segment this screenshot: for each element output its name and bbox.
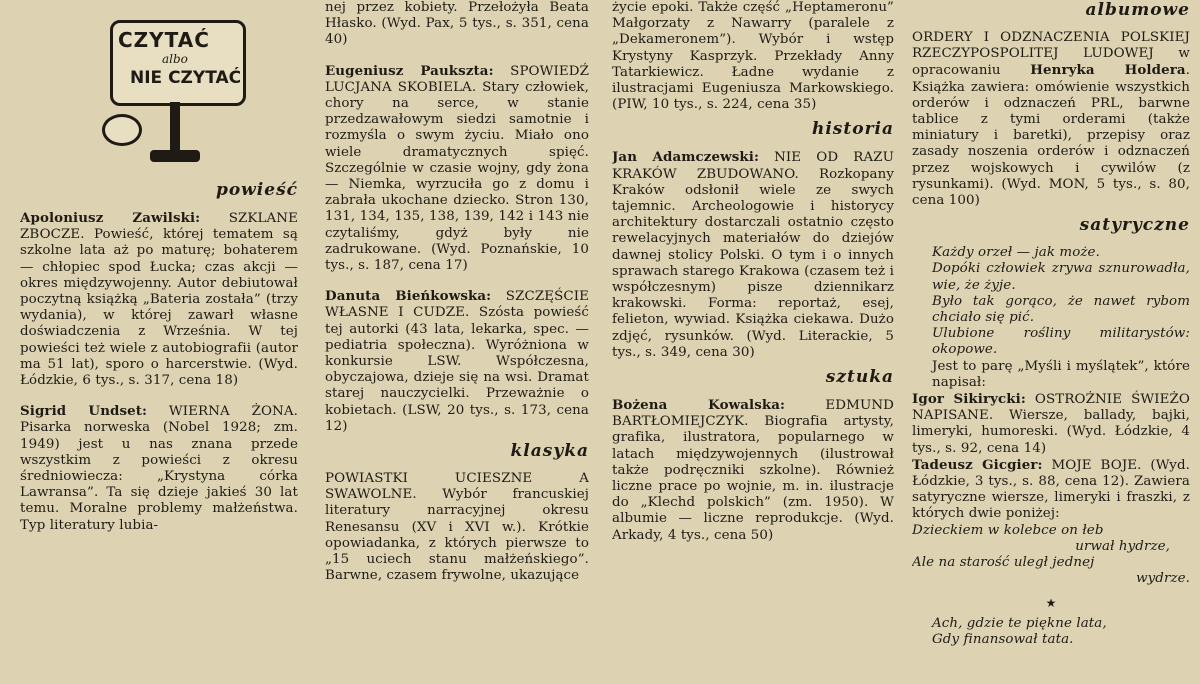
aphorisms-intro: Jest to parę „Myśli i myślątek”, które napisał: (932, 358, 1190, 390)
author-name: Danuta Bieńkowska: (325, 288, 492, 305)
category-heading-klasyka: klasyka (510, 441, 589, 462)
review-text: SZKLANE ZBOCZE. Powieść, której tematem są szkolne lata aż po maturę; bohaterem — chłopiec spod Łucka; czas akcji — okres międzywojenny. Autor debiutował poczytną książką „Bateria została” (trzy wydania), w której zawarł własne doświadczenia z Września. W tej powieści też wiele z autobiografii (autor ma 51 lat), sporo o harcerstwie. (Wyd. Łódzkie, 6 tys., s. 317, cena 18) (20, 211, 298, 389)
czytac-logo-illustration (100, 14, 250, 174)
category-heading-powiesc: powieść (215, 180, 298, 200)
author-name: Jan Adamczewski: (612, 149, 759, 166)
review-bienkowska (325, 288, 589, 435)
category-heading-albumowe: albumowe (1085, 0, 1190, 20)
column-1 (20, 0, 298, 684)
review-text: SPOWIEDŹ LUCJANA SKOBIELA. Stary człowiek, chory na serce, w stanie przedzawałowym siedzi samotnie i rozmyśla o swym życiu. Miało ono wiele dramatycznych spięć. Szczególnie w czasie wojny, gdy żona — Niemka, wyrzuciła go z domu i zabrała ukochane dziecko. Stron 130, 131, 134, 135, 138, 139, 142 i 143 nie czytaliśmy, gdyż były nie zadrukowane. (Wyd. Poznańskie, 10 tys., s. 187, cena 17) (325, 63, 589, 274)
poem-line: Dzieckiem w kolebce on łeb (912, 522, 1104, 538)
review-powiastki: POWIASTKI UCIESZNE A SWAWOLNE. Wybór francuskiej literatury narracyjnej okresu Renesansu (XV i XVI w.). Krótkie opowiadanka, z których pierwsze to „15 uciech stanu małżeńskiego”. Barwne, czasem frywolne, ukazujące (325, 471, 589, 584)
author-name: Henryka Holdera (1030, 62, 1186, 79)
logo-text-albo: albo (162, 52, 188, 66)
logo-figure-body (170, 102, 180, 152)
review-text: WIERNA ŻONA. Pisarka norweska (Nobel 1928; zm. 1949) jest u nas znana przede wszystkim z powieści z okresu średniowiecza: „Krystyna córka Lawransa”. Ta się dzieje jakieś 30 lat temu. Moralne problemy małżeństwa. Typ literatury lubia- (20, 404, 298, 533)
review-gicgier (912, 457, 1190, 523)
author-name: Sigrid Undset: (20, 403, 148, 420)
review-continuation: życie epoki. Także część „Heptameronu” Małgorzaty z Nawarry (paralele z „Dekameronem”). Wybór i wstęp Krystyny Kasprzyk. Przekłady Anny Tatarkiewicz. Ładne wydanie z ilustracjami Eugeniusza Markowskiego. (PIW, 10 tys., s. 224, cena 35) (612, 0, 894, 113)
poem-line: urwał hydrze, (1075, 538, 1170, 554)
author-name: Igor Sikirycki: (912, 391, 1026, 408)
category-heading-satyryczne: satyryczne (1079, 215, 1190, 236)
aphorism: Każdy orzeł — jak może. (932, 245, 1100, 261)
review-sikirycki (912, 391, 1190, 457)
logo-text-czytac: CZYTAĆ (118, 28, 210, 52)
aphorism: Ulubione rośliny militarystów: okopowe. (932, 326, 1190, 358)
review-ordery (912, 30, 1190, 209)
review-text: MOJE BOJE. (Wyd. Łódzkie, 3 tys., s. 88, cena 12). Zawiera satyryczne wiersze, limeryki i fraszki, z których dwie poniżej: (912, 457, 1190, 522)
review-paukszta (325, 63, 589, 275)
star-divider-icon: ★ (1045, 595, 1057, 610)
aphorism: Dopóki człowiek zrywa sznurowadła, wie, że żyje. (932, 261, 1190, 293)
category-heading-sztuka: sztuka (825, 367, 894, 388)
review-undset (20, 403, 298, 534)
category-heading-historia: historia (811, 119, 894, 140)
author-name: Bożena Kowalska: (612, 397, 786, 414)
poem-line: Ach, gdzie te piękne lata, (932, 615, 1107, 631)
column-2 (325, 0, 589, 684)
poem-line: Ale na starość uległ jednej (912, 555, 1095, 571)
review-text: NIE OD RAZU KRAKÓW ZBUDOWANO. Rozkopany Kraków odsłonił wiele ze swych tajemnic. Archeologowie i historycy architektury dostarczali ostatnio często rewelacyjnych materiałów do dziejów dawnej stolicy Polski. O tym i o innych sprawach starego Krakowa (czasem też i współczesnym) pisze dziennikarz krakowski. Forma: reportaż, esej, felieton, wywiad. Książka ciekawa. Dużo zdjęć, rysunków. (Wyd. Literackie, 5 tys., s. 349, cena 30) (612, 150, 894, 360)
review-zawilski (20, 210, 298, 389)
review-text: SZCZĘŚCIE WŁASNE I CUDZE. Szósta powieść tej autorki (43 lata, lekarka, spec. — pediatria społeczna). Wyróżniona w konkursie LSW. Współczesna, obyczajowa, dzieje się na wsi. Dramat starej nauczycielki. Przeważnie o kobietach. (LSW, 20 tys., s. 173, cena 12) (325, 289, 589, 434)
palette-icon (102, 114, 142, 146)
column-3 (612, 0, 894, 684)
review-continuation: nej przez kobiety. Przełożyła Beata Hłasko. (Wyd. Pax, 5 tys., s. 351, cena 40) (325, 0, 589, 48)
review-text: OSTROŻNIE ŚWIEŻO NAPISANE. Wiersze, ballady, bajki, limeryki, humoreski. (Wyd. Łódzkie, 4 tys., s. 92, cena 14) (912, 392, 1190, 456)
column-4 (912, 0, 1190, 684)
review-text: ORDERY I ODZNACZENIA POLSKIEJ RZECZYPOSPOLITEJ LUDOWEJ w opracowaniu (912, 30, 1190, 79)
logo-text-nie-czytac: NIE CZYTAĆ (130, 68, 242, 88)
review-kowalska (612, 397, 894, 544)
review-text: EDMUND BARTŁOMIEJCZYK. Biografia artysty, grafika, ilustratora, popularnego w latach międzywojennych (ilustrował także podręczniki szkolne). Również liczne prace po wojnie, m. in. ilustracje do „Klechd polskich” (zm. 1950). W albumie — liczne reprodukcje. (Wyd. Arkady, 4 tys., cena 50) (612, 398, 894, 543)
aphorism: Było tak gorąco, że nawet rybom chciało się pić. (932, 293, 1190, 326)
poem-line: Gdy finansował tata. (932, 631, 1074, 647)
review-text: . Książka zawiera: omówienie wszystkich orderów i odznaczeń PRL, barwne tablice z tymi orderami (także miniatury i baretki), przepisy oraz zasady noszenia orderów i odznaczeń przez wojskowych i cywilów (z rysunkami). (Wyd. MON, 5 tys., s. 80, cena 100) (912, 63, 1190, 209)
logo-figure-base (150, 150, 200, 162)
poem-line: wydrze. (1136, 571, 1190, 587)
author-name: Eugeniusz Paukszta: (325, 62, 494, 79)
review-adamczewski (612, 149, 894, 361)
author-name: Apoloniusz Zawilski: (20, 210, 201, 226)
author-name: Tadeusz Gicgier: (912, 456, 1043, 473)
